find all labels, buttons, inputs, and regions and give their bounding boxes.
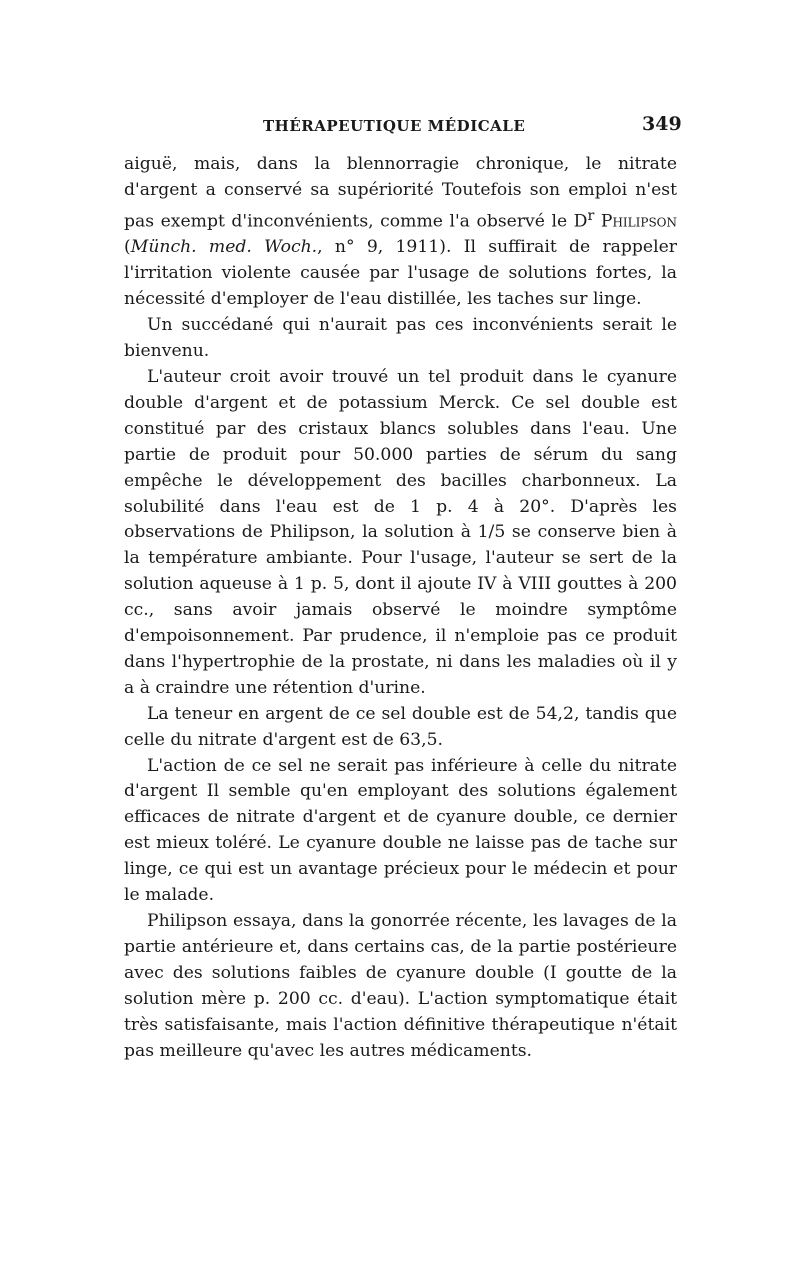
running-head: THÉRAPEUTIQUE MÉDICALE: [263, 117, 526, 135]
paragraph-1-text-b: , n° 9, 1911). Il suffirait de rappeler l'irritation violente causée par l'usage de solutions fortes, la nécessité d'employer de l'eau distillée, les taches sur linge.: [124, 237, 677, 310]
paragraph-2: Un succédané qui n'aurait pas ces inconvénients serait le bienvenu.: [124, 315, 677, 362]
doctor-abbrev-sup: r: [587, 207, 595, 224]
paragraph-5: L'action de ce sel ne serait pas inférieure à celle du nitrate d'argent Il semble qu'en employant des solutions également efficaces de nitrate d'argent et de cyanure double, ce dernier est mieux toléré. Le cyanure double ne laisse pas de tache sur linge, ce qui est un avantage précieux pour le médecin et pour le malade.: [124, 755, 677, 906]
page-number: 349: [642, 113, 682, 135]
paragraph-6: Philipson essaya, dans la gonorrée récente, les lavages de la partie antérieure et, dans certains cas, de la partie postérieure avec des solutions faibles de cyanure double (I goutte de la solution mère p. 200 cc. d'eau). L'action symptomatique était très satisfaisante, mais l'action définitive thérapeutique n'était pas meilleure qu'avec les autres médicaments.: [124, 911, 677, 1061]
paragraph-4: La teneur en argent de ce sel double est de 54,2, tandis que celle du nitrate d'argent est de 63,5.: [124, 703, 677, 750]
body-text: [124, 152, 677, 1064]
author-name: Philipson: [600, 211, 678, 232]
paragraph-1-text-a: aiguë, mais, dans la blennorragie chronique, le nitrate d'argent a conservé sa supériorité Toutefois son emploi n'est pas exempt d'inconvénients, comme l'a observé le D: [124, 154, 677, 232]
journal-citation: Münch. med. Woch.: [130, 237, 318, 258]
paragraph-3: L'auteur croit avoir trouvé un tel produit dans le cyanure double d'argent et de potassium Merck. Ce sel double est constitué par des cristaux blancs solubles dans l'eau. Une partie de produit pour 50.000 parties de sérum du sang empêche le développement des bacilles charbonneux. La solubilité dans l'eau est de 1 p. 4 à 20°. D'après les observations de Philipson, la solution à 1/5 se conserve bien à la température ambiante. Pour l'usage, l'auteur se sert de la solution aqueuse à 1 p. 5, dont il ajoute IV à VIII gouttes à 200 cc., sans avoir jamais observé le moindre symptôme d'empoisonnement. Par prudence, il n'emploie pas ce produit dans l'hypertrophie de la prostate, ni dans les maladies où il y a à craindre une rétention d'urine.: [124, 366, 677, 698]
paragraph-1: [124, 152, 677, 313]
paren-open: (: [124, 237, 131, 258]
